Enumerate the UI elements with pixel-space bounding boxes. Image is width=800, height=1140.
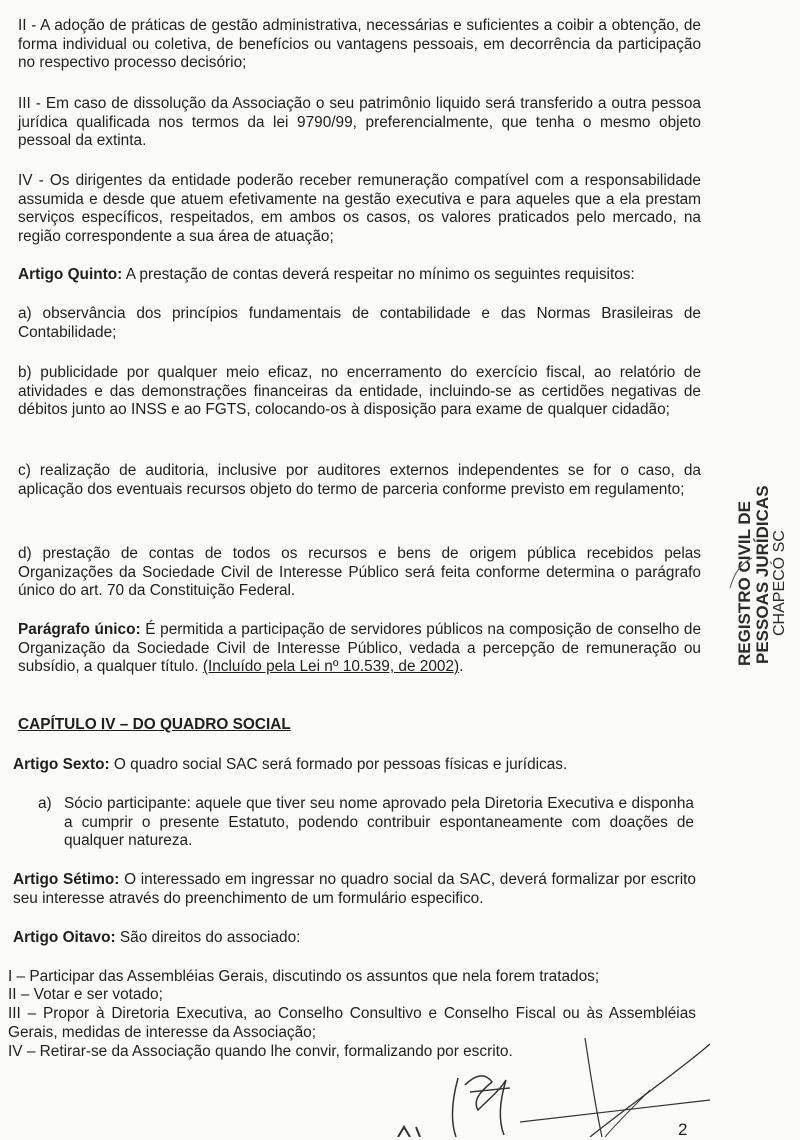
item-a: a) observância dos princípios fundamentais de contabilidade e das Normas Brasileiras de Contabilidade;: [18, 305, 701, 341]
article-6-text: O quadro social SAC será formado por pessoas físicas e jurídicas.: [109, 756, 568, 773]
right-iii: III – Propor à Diretoria Executiva, ao Conselho Consultivo e Conselho Fiscal ou às Assembléias Gerais, medidas de interesse da Associação;: [8, 1005, 696, 1041]
article-8-text: São direitos do associado:: [115, 929, 301, 946]
article-6: [13, 756, 701, 775]
article-6-item-a: Sócio participante: aquele que tiver seu nome aprovado pela Diretoria Executiva e disponha a cumprir o presente Estatuto, podendo contribuir espontaneamente com doações de qualquer natureza.: [64, 795, 694, 850]
paragraph-ii: II - A adoção de práticas de gestão administrativa, necessárias e suficientes a coibir a obtenção, de forma individual ou coletiva, de benefícios ou vantagens pessoais, em decorrência da participação no respectivo processo decisório;: [18, 17, 701, 72]
item-b: b) publicidade por qualquer meio eficaz, no encerramento do exercício fiscal, ao relatório de atividades e das demonstrações financeiras da entidade, incluindo-se as certidões negativas de débitos junto ao INSS e ao FGTS, colocando-os à disposição para exame de qualquer cidadão;: [18, 364, 701, 419]
right-iv: IV – Retirar-se da Associação quando lhe convir, formalizando por escrito.: [8, 1043, 513, 1060]
article-7: [13, 871, 696, 908]
article-7-label: Artigo Sétimo:: [13, 871, 120, 888]
paragraph-iv: IV - Os dirigentes da entidade poderão receber remuneração compatível com a responsabilidade assumida e desde que atuem efetivamente na gestão executiva e para aqueles que a ela prestam serviços específicos, respeitados, em ambos os casos, os valores praticados pelo mercado, na região correspondente a sua área de atuação;: [18, 172, 701, 245]
sole-paragraph-end: .: [459, 658, 464, 676]
item-c: c) realização de auditoria, inclusive por auditores externos independentes se for o caso, da aplicação dos eventuais recursos objeto do termo de parceria conforme previsto em regulamento;: [18, 462, 701, 498]
article-8: [13, 929, 696, 948]
stamp-line-2: PESSOAS JURÍDICAS: [753, 485, 772, 664]
item-d: d) prestação de contas de todos os recursos e bens de origem pública recebidos pelas Organizações da Sociedade Civil de Interesse Público será feita conforme determina o parágrafo único do art. 70 da Constituição Federal.: [18, 545, 701, 600]
paragraph-iii: III - Em caso de dissolução da Associação o seu patrimônio liquido será transferido a outra pessoa jurídica qualificada nos termos da lei 9790/99, preferencialmente, que tenha o mesmo objeto pessoal da extinta.: [18, 95, 701, 150]
chapter-heading: CAPÍTULO IV – DO QUADRO SOCIAL: [18, 716, 291, 733]
right-ii: II – Votar e ser votado;: [8, 986, 163, 1003]
law-reference: (Incluído pela Lei nº 10.539, de 2002): [202, 658, 460, 676]
article-8-label: Artigo Oitavo:: [13, 929, 116, 946]
article-6-label: Artigo Sexto:: [13, 756, 110, 773]
article-5-text: A prestação de contas deverá respeitar no mínimo os seguintes requisitos:: [122, 266, 635, 283]
article-7-text: O interessado em ingressar no quadro social da SAC, deverá formalizar por escrito seu interesse através do preenchimento de um formulário especifico.: [13, 871, 696, 907]
stamp-line-3: CHAPECÓ SC: [771, 530, 788, 636]
sole-paragraph-label: Parágrafo único:: [18, 621, 141, 638]
sole-paragraph: [18, 621, 701, 677]
article-6-item-a-marker: a): [38, 795, 52, 812]
stamp-line-1: REGISTRO CIVIL DE: [735, 501, 754, 666]
article-5-label: Artigo Quinto:: [18, 266, 123, 283]
right-i: I – Participar das Assembléias Gerais, discutindo os assuntos que nela forem tratados;: [8, 968, 600, 985]
registry-stamp: [722, 478, 800, 668]
sole-paragraph-text: É permitida a participação de servidores públicos na composição de conselho de Organização da Sociedade Civil de Interesse Público, vedada a percepção de remuneração ou subsídio, a qualquer título.: [18, 621, 702, 676]
article-5: [18, 266, 701, 285]
page-number: 2: [678, 1120, 688, 1139]
